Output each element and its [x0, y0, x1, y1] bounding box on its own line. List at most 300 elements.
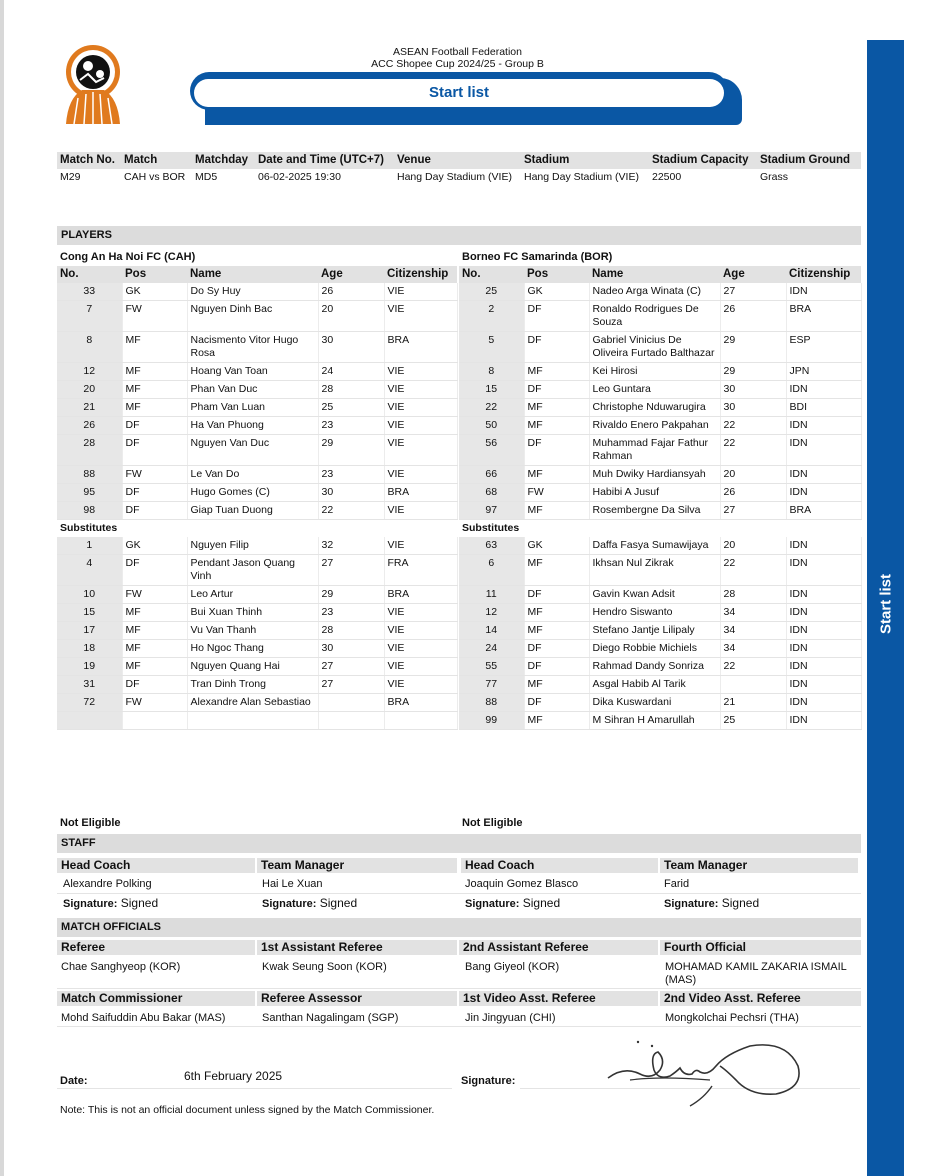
player-position: MF [524, 399, 589, 417]
player-name: Hoang Van Toan [187, 363, 318, 381]
match-col-header: Match No. [57, 152, 121, 169]
away-coach-signature [460, 896, 560, 910]
players-header-row [459, 266, 861, 283]
player-name: Rahmad Dandy Sonriza [589, 658, 720, 676]
staff-header-home-manager: Team Manager [257, 858, 457, 873]
substitutes-label-row [459, 520, 861, 538]
players-section: PLAYERS [57, 226, 861, 245]
match-info-table [57, 152, 861, 186]
player-citizenship: BRA [384, 694, 457, 712]
player-name: Nadeo Arga Winata (C) [589, 283, 720, 301]
player-age: 30 [318, 640, 384, 658]
match-value: 22500 [652, 171, 682, 183]
player-name: Habibi A Jusuf [589, 484, 720, 502]
table-row [459, 502, 861, 520]
table-row [459, 658, 861, 676]
player-number: 22 [459, 399, 524, 417]
player-number: 15 [459, 381, 524, 399]
player-name: Bui Xuan Thinh [187, 604, 318, 622]
player-citizenship: JPN [786, 363, 861, 381]
divider [57, 893, 861, 894]
player-citizenship: IDN [786, 381, 861, 399]
table-row [459, 712, 861, 730]
player-citizenship: VIE [384, 399, 457, 417]
player-name: Nacismento Vitor Hugo Rosa [187, 332, 318, 363]
player-citizenship [384, 712, 457, 730]
player-position: DF [524, 658, 589, 676]
page-title: Start list [194, 79, 724, 107]
officials-section: MATCH OFFICIALS [57, 918, 861, 937]
table-row [459, 399, 861, 417]
table-row [57, 502, 457, 520]
player-citizenship: VIE [384, 658, 457, 676]
table-row [57, 537, 457, 555]
table-row [459, 466, 861, 484]
player-citizenship: VIE [384, 363, 457, 381]
player-age: 27 [318, 676, 384, 694]
table-row [57, 283, 457, 301]
player-name [187, 712, 318, 730]
player-number: 66 [459, 466, 524, 484]
player-age: 22 [720, 435, 786, 466]
player-age: 27 [720, 283, 786, 301]
player-position: MF [524, 363, 589, 381]
player-age: 24 [318, 363, 384, 381]
player-position: GK [122, 537, 187, 555]
table-row [57, 399, 457, 417]
player-age: 29 [318, 435, 384, 466]
player-age: 22 [720, 658, 786, 676]
player-name: Le Van Do [187, 466, 318, 484]
player-position: MF [122, 381, 187, 399]
players-header-row [57, 266, 457, 283]
player-citizenship: VIE [384, 640, 457, 658]
match-value: Grass [760, 171, 789, 183]
player-position: DF [524, 381, 589, 399]
table-row [459, 604, 861, 622]
ar1-name: Kwak Seung Soon (KOR) [262, 961, 387, 973]
player-age: 27 [318, 555, 384, 586]
player-name: Nguyen Filip [187, 537, 318, 555]
player-position: MF [524, 502, 589, 520]
player-age: 28 [318, 381, 384, 399]
match-col-header: Match [121, 152, 192, 169]
players-col-header: Age [318, 266, 384, 283]
signature-label: Signature: [262, 898, 317, 910]
match-col-header: Stadium Ground [757, 152, 861, 169]
player-position: GK [524, 283, 589, 301]
player-age: 26 [720, 301, 786, 332]
player-number: 6 [459, 555, 524, 586]
players-col-header: Name [589, 266, 720, 283]
player-name: Tran Dinh Trong [187, 676, 318, 694]
player-name: Stefano Jantje Lilipaly [589, 622, 720, 640]
player-position: DF [524, 586, 589, 604]
substitutes-label: Substitutes [459, 520, 861, 538]
player-age: 29 [318, 586, 384, 604]
match-col-header: Date and Time (UTC+7) [255, 152, 394, 169]
players-col-header: Pos [524, 266, 589, 283]
home-coach-name: Alexandre Polking [63, 878, 152, 890]
table-row [57, 484, 457, 502]
player-name: Christophe Nduwarugira [589, 399, 720, 417]
player-name: Muhammad Fajar Fathur Rahman [589, 435, 720, 466]
side-bar-label: Start list [877, 573, 895, 635]
player-position: MF [122, 332, 187, 363]
substitutes-label: Substitutes [57, 520, 457, 538]
player-position: DF [524, 301, 589, 332]
assessor-header: Referee Assessor [257, 991, 457, 1006]
player-position: DF [122, 502, 187, 520]
player-position: MF [524, 622, 589, 640]
table-row [57, 417, 457, 435]
player-citizenship: IDN [786, 417, 861, 435]
player-citizenship: VIE [384, 417, 457, 435]
player-name: Nguyen Van Duc [187, 435, 318, 466]
player-name: Ho Ngoc Thang [187, 640, 318, 658]
player-name: Hendro Siswanto [589, 604, 720, 622]
player-name: Giap Tuan Duong [187, 502, 318, 520]
commissioner-header: Match Commissioner [57, 991, 255, 1006]
table-row [459, 417, 861, 435]
player-citizenship: IDN [786, 537, 861, 555]
table-row [57, 586, 457, 604]
player-age: 25 [720, 712, 786, 730]
player-position: MF [122, 399, 187, 417]
player-citizenship: IDN [786, 694, 861, 712]
player-position: FW [122, 586, 187, 604]
player-position: DF [524, 640, 589, 658]
player-position: GK [122, 283, 187, 301]
player-citizenship: IDN [786, 676, 861, 694]
player-citizenship: IDN [786, 283, 861, 301]
ar1-header: 1st Assistant Referee [257, 940, 457, 955]
player-name: Ronaldo Rodrigues De Souza [589, 301, 720, 332]
player-citizenship: VIE [384, 676, 457, 694]
table-row [459, 363, 861, 381]
away-manager-signature [659, 896, 759, 910]
player-citizenship: IDN [786, 555, 861, 586]
var1-header: 1st Video Asst. Referee [459, 991, 658, 1006]
table-row [459, 640, 861, 658]
player-name: M Sihran H Amarullah [589, 712, 720, 730]
player-citizenship: IDN [786, 435, 861, 466]
player-number: 20 [57, 381, 122, 399]
player-name: Hugo Gomes (C) [187, 484, 318, 502]
match-value: CAH vs BOR [124, 171, 186, 183]
player-number: 21 [57, 399, 122, 417]
player-age: 30 [720, 381, 786, 399]
player-name: Rivaldo Enero Pakpahan [589, 417, 720, 435]
player-number: 95 [57, 484, 122, 502]
referee-header: Referee [57, 940, 255, 955]
home-not-eligible: Not Eligible [60, 817, 121, 829]
player-position: MF [122, 622, 187, 640]
player-number: 7 [57, 301, 122, 332]
aff-logo-icon [58, 42, 128, 130]
player-number: 68 [459, 484, 524, 502]
player-number: 72 [57, 694, 122, 712]
home-manager-name: Hai Le Xuan [262, 878, 323, 890]
staff-header-away-manager: Team Manager [660, 858, 858, 873]
player-age: 29 [720, 332, 786, 363]
player-number: 19 [57, 658, 122, 676]
fourth-official-header: Fourth Official [660, 940, 861, 955]
player-position: FW [122, 694, 187, 712]
player-age: 30 [318, 484, 384, 502]
player-position: MF [524, 676, 589, 694]
player-number: 10 [57, 586, 122, 604]
player-name: Vu Van Thanh [187, 622, 318, 640]
ar2-name: Bang Giyeol (KOR) [465, 961, 560, 973]
staff-header-home-coach: Head Coach [57, 858, 255, 873]
player-age [318, 712, 384, 730]
date-line [57, 1088, 452, 1089]
player-position: FW [122, 466, 187, 484]
players-col-header: Name [187, 266, 318, 283]
player-citizenship: BRA [786, 301, 861, 332]
table-row [57, 555, 457, 586]
home-team-name: Cong An Ha Noi FC (CAH) [60, 251, 196, 263]
player-number: 12 [57, 363, 122, 381]
player-number [57, 712, 122, 730]
table-row [57, 712, 457, 730]
table-row [459, 381, 861, 399]
player-number: 2 [459, 301, 524, 332]
player-number: 1 [57, 537, 122, 555]
away-coach-name: Joaquin Gomez Blasco [465, 878, 579, 890]
player-citizenship: BRA [384, 586, 457, 604]
player-position: DF [122, 484, 187, 502]
player-position: GK [524, 537, 589, 555]
player-citizenship: IDN [786, 484, 861, 502]
match-value: Hang Day Stadium (VIE) [397, 171, 512, 183]
competition-name: ACC Shopee Cup 2024/25 - Group B [371, 58, 544, 70]
player-age: 28 [720, 586, 786, 604]
player-position: DF [122, 417, 187, 435]
commissioner-signature-icon [600, 1036, 810, 1108]
player-name: Leo Artur [187, 586, 318, 604]
match-value: 06-02-2025 19:30 [258, 171, 341, 183]
player-citizenship: VIE [384, 283, 457, 301]
match-col-header: Stadium Capacity [649, 152, 757, 169]
player-age: 29 [720, 363, 786, 381]
player-citizenship: IDN [786, 622, 861, 640]
player-citizenship: VIE [384, 604, 457, 622]
player-age: 23 [318, 417, 384, 435]
table-row [459, 484, 861, 502]
footer-note: Note: This is not an official document unless signed by the Match Commissioner. [60, 1104, 435, 1116]
player-age: 34 [720, 622, 786, 640]
player-name: Nguyen Quang Hai [187, 658, 318, 676]
match-value: M29 [60, 171, 81, 183]
table-row [459, 283, 861, 301]
player-number: 50 [459, 417, 524, 435]
player-age: 22 [720, 417, 786, 435]
var2-header: 2nd Video Asst. Referee [660, 991, 861, 1006]
player-name: Dika Kuswardani [589, 694, 720, 712]
player-position: MF [524, 417, 589, 435]
away-team-name: Borneo FC Samarinda (BOR) [462, 251, 613, 263]
player-citizenship: FRA [384, 555, 457, 586]
table-row [459, 301, 861, 332]
player-number: 8 [57, 332, 122, 363]
players-col-header: Pos [122, 266, 187, 283]
player-number: 88 [459, 694, 524, 712]
player-name: Muh Dwiky Hardiansyah [589, 466, 720, 484]
player-citizenship: IDN [786, 604, 861, 622]
player-name: Pham Van Luan [187, 399, 318, 417]
player-citizenship: IDN [786, 658, 861, 676]
table-row [57, 640, 457, 658]
player-number: 28 [57, 435, 122, 466]
signature-value: Signed [120, 896, 159, 910]
fourth-official-name: MOHAMAD KAMIL ZAKARIA ISMAIL (MAS) [665, 961, 847, 986]
table-row [459, 586, 861, 604]
player-number: 98 [57, 502, 122, 520]
player-age [720, 676, 786, 694]
player-age: 25 [318, 399, 384, 417]
player-position [122, 712, 187, 730]
player-age: 34 [720, 604, 786, 622]
player-age: 20 [318, 301, 384, 332]
table-row [57, 435, 457, 466]
table-row [459, 694, 861, 712]
player-citizenship: VIE [384, 381, 457, 399]
player-position: MF [122, 604, 187, 622]
table-row [57, 466, 457, 484]
player-age: 28 [318, 622, 384, 640]
home-players-table [57, 266, 458, 730]
player-name: Gabriel Vinicius De Oliveira Furtado Balthazar [589, 332, 720, 363]
table-row [57, 381, 457, 399]
player-number: 8 [459, 363, 524, 381]
signature-label: Signature: [465, 898, 520, 910]
signature-value: Signed [319, 896, 358, 910]
player-citizenship: VIE [384, 502, 457, 520]
player-citizenship: IDN [786, 586, 861, 604]
player-name: Rosembergne Da Silva [589, 502, 720, 520]
divider [57, 988, 861, 989]
player-name: Alexandre Alan Sebastiao [187, 694, 318, 712]
players-col-header: Citizenship [786, 266, 861, 283]
player-number: 24 [459, 640, 524, 658]
assessor-name: Santhan Nagalingam (SGP) [262, 1012, 399, 1024]
header-titles [190, 46, 725, 70]
date-value: 6th February 2025 [184, 1069, 283, 1083]
table-row [57, 658, 457, 676]
table-row [57, 694, 457, 712]
player-age: 23 [318, 604, 384, 622]
player-citizenship: VIE [384, 435, 457, 466]
player-citizenship: IDN [786, 712, 861, 730]
player-citizenship: IDN [786, 640, 861, 658]
match-value: Hang Day Stadium (VIE) [524, 171, 639, 183]
away-not-eligible: Not Eligible [462, 817, 523, 829]
player-position: DF [524, 435, 589, 466]
player-position: DF [122, 676, 187, 694]
player-age: 22 [318, 502, 384, 520]
table-row [459, 622, 861, 640]
player-number: 26 [57, 417, 122, 435]
table-row [57, 676, 457, 694]
match-col-header: Stadium [521, 152, 649, 169]
var1-name: Jin Jingyuan (CHI) [465, 1012, 556, 1024]
home-manager-signature [257, 896, 357, 910]
player-age [318, 694, 384, 712]
players-col-header: No. [57, 266, 122, 283]
player-position: FW [524, 484, 589, 502]
table-row [459, 435, 861, 466]
referee-name: Chae Sanghyeop (KOR) [61, 961, 181, 973]
player-citizenship: IDN [786, 466, 861, 484]
staff-section: STAFF [57, 834, 861, 853]
player-age: 30 [720, 399, 786, 417]
player-number: 55 [459, 658, 524, 676]
player-age: 27 [318, 658, 384, 676]
away-manager-name: Farid [664, 878, 690, 890]
table-row [57, 332, 457, 363]
footer-signature-label: Signature: [461, 1075, 516, 1087]
player-number: 25 [459, 283, 524, 301]
players-col-header: Citizenship [384, 266, 457, 283]
signature-value: Signed [721, 896, 760, 910]
player-number: 14 [459, 622, 524, 640]
player-position: MF [524, 712, 589, 730]
player-position: MF [122, 658, 187, 676]
player-citizenship: BRA [384, 332, 457, 363]
player-name: Nguyen Dinh Bac [187, 301, 318, 332]
var2-name: Mongkolchai Pechsri (THA) [665, 1012, 799, 1024]
player-number: 97 [459, 502, 524, 520]
player-name: Do Sy Huy [187, 283, 318, 301]
table-row [459, 555, 861, 586]
player-position: MF [524, 466, 589, 484]
player-number: 5 [459, 332, 524, 363]
match-col-header: Venue [394, 152, 521, 169]
player-name: Leo Guntara [589, 381, 720, 399]
player-citizenship: VIE [384, 622, 457, 640]
player-citizenship: ESP [786, 332, 861, 363]
player-position: MF [524, 555, 589, 586]
player-age: 26 [318, 283, 384, 301]
player-age: 21 [720, 694, 786, 712]
home-coach-signature [58, 896, 158, 910]
commissioner-name: Mohd Saifuddin Abu Bakar (MAS) [61, 1012, 226, 1024]
player-citizenship: VIE [384, 301, 457, 332]
player-citizenship: BRA [786, 502, 861, 520]
players-col-header: No. [459, 266, 524, 283]
player-number: 77 [459, 676, 524, 694]
substitutes-label-row [57, 520, 457, 538]
player-citizenship: BRA [384, 484, 457, 502]
player-age: 27 [720, 502, 786, 520]
away-players-table [459, 266, 862, 730]
player-position: MF [122, 363, 187, 381]
player-age: 32 [318, 537, 384, 555]
match-col-header: Matchday [192, 152, 255, 169]
player-age: 23 [318, 466, 384, 484]
divider [57, 1026, 861, 1027]
player-number: 88 [57, 466, 122, 484]
table-row [57, 622, 457, 640]
player-number: 33 [57, 283, 122, 301]
player-citizenship: VIE [384, 466, 457, 484]
staff-header-away-coach: Head Coach [461, 858, 658, 873]
player-age: 20 [720, 466, 786, 484]
player-age: 34 [720, 640, 786, 658]
player-name: Gavin Kwan Adsit [589, 586, 720, 604]
